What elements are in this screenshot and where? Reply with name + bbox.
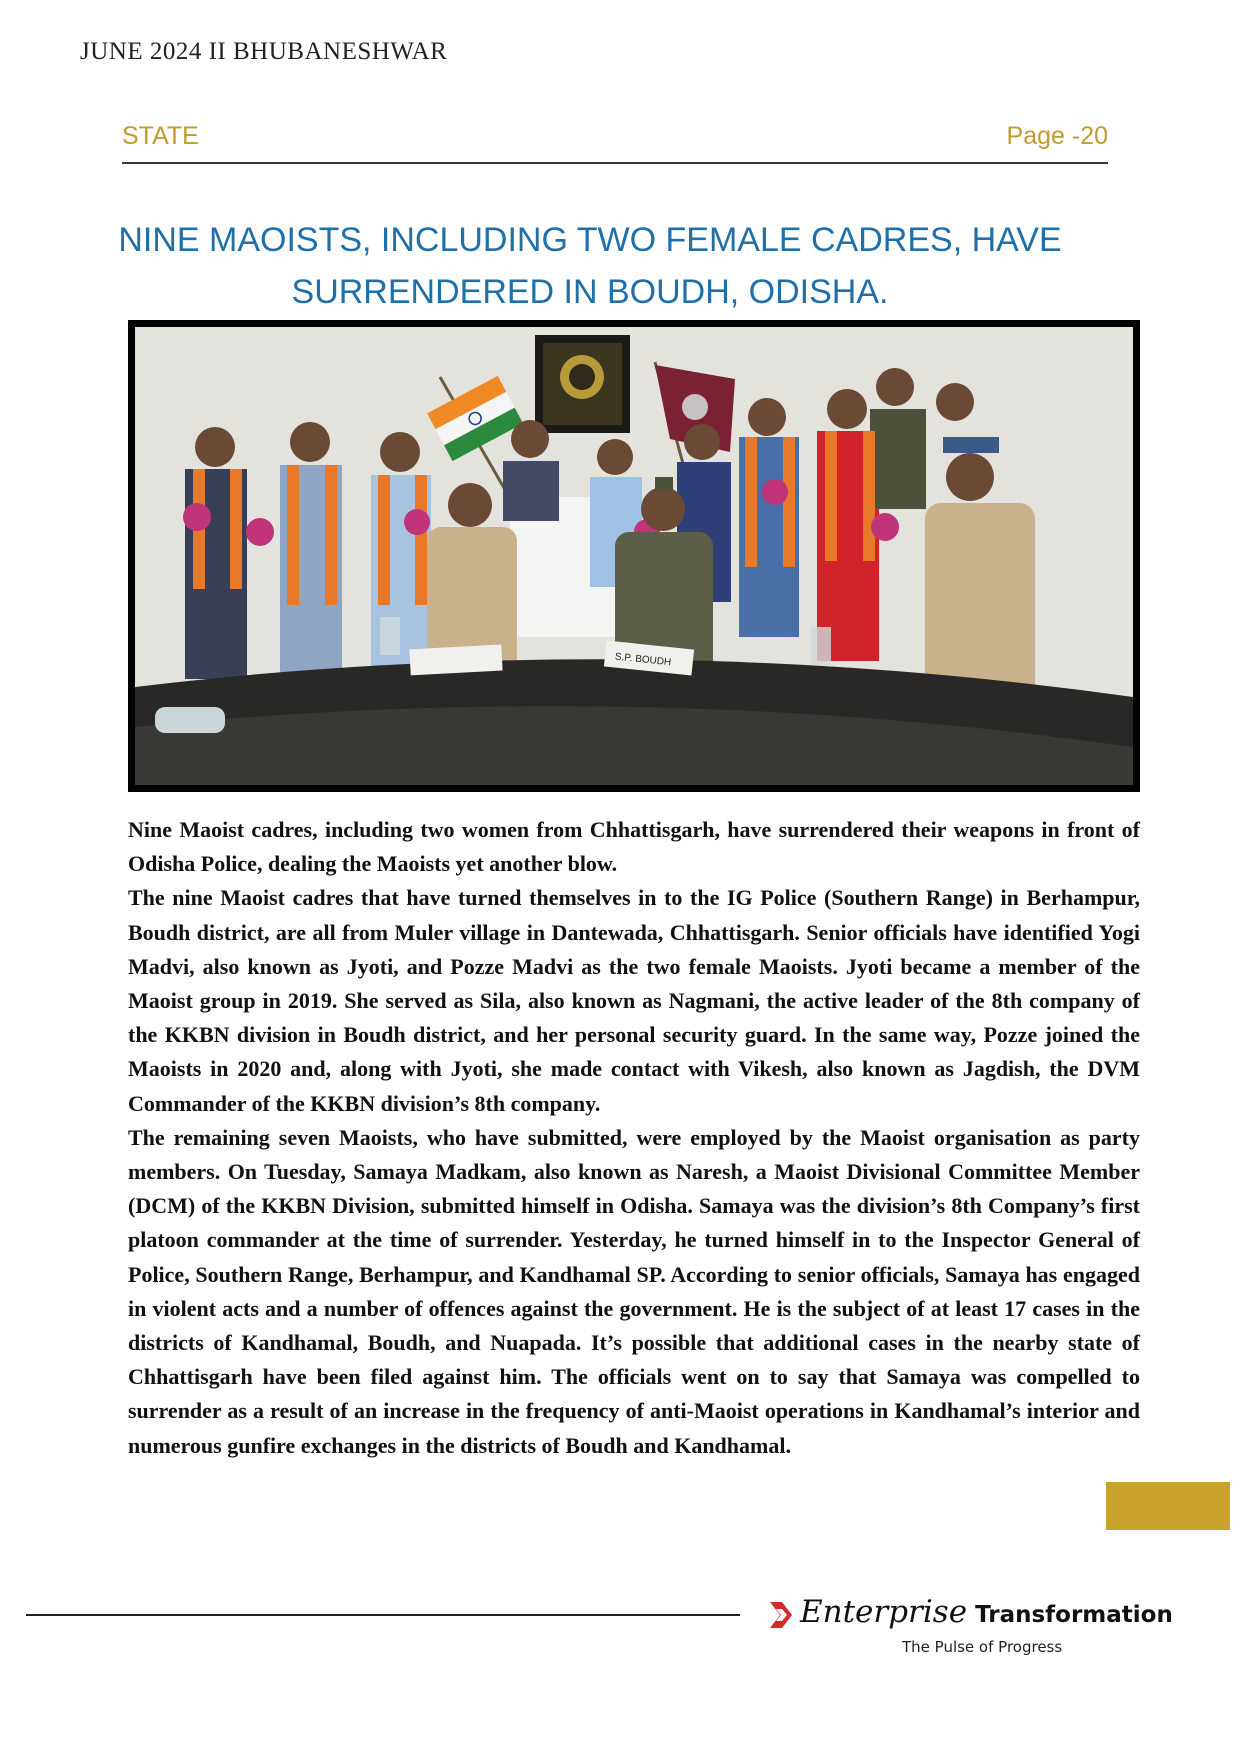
article-body — [128, 813, 1140, 1463]
article-headline — [90, 214, 1090, 318]
brand-name — [800, 1594, 1173, 1630]
dateline: JUNE 2024 II BHUBANESHWAR — [80, 38, 448, 65]
page-number: Page -20 — [1006, 122, 1108, 150]
brand-word-2: Transformation — [975, 1602, 1173, 1628]
article-paragraph: The nine Maoist cadres that have turned themselves in to the IG Police (Southern Range) in Berhampur, Boudh district, are all from Muler village in Dantewada, Chhattisgarh. Senior officials have identified Yogi Madvi, also known as Jyoti, and Pozze Madvi as the two female Maoists. Jyoti became a member of the Maoist group in 2019. She served as Sila, also known as Nagmani, the active leader of the 8th company of the KKBN division in Boudh district, and her personal security guard. In the same way, Pozze joined the Maoists in 2020 and, along with Jyoti, she made contact with Vikesh, also known as Jagdish, the DVM Commander of the KKBN division’s 8th company. — [128, 885, 1140, 1116]
surrender-photo — [135, 327, 1133, 785]
table-sign-right: S.P. BOUDH — [614, 651, 672, 669]
brand-tagline: The Pulse of Progress — [902, 1638, 1063, 1656]
headline-line-2: SURRENDERED IN BOUDH, ODISHA. — [291, 273, 889, 311]
photo-illustration — [135, 327, 1133, 785]
section-header — [122, 122, 1108, 164]
headline-line-1: NINE MAOISTS, INCLUDING TWO FEMALE CADRES, HAVE — [118, 221, 1062, 259]
decorative-gold-block — [1106, 1482, 1230, 1530]
footer-divider — [26, 1614, 740, 1616]
section-label: STATE — [122, 122, 199, 150]
photo-frame — [128, 320, 1140, 792]
article-paragraph: The remaining seven Maoists, who have submitted, were employed by the Maoist organisation as party members. On Tuesday, Samaya Madkam, also known as Naresh, a Maoist Divisional Committee Member (DCM) of the KKBN Division, submitted himself in Odisha. Samaya was the division’s 8th Company’s first platoon commander at the time of surrender. Yesterday, he turned himself in to the Inspector General of Police, Southern Range, Berhampur, and Kandhamal SP. According to senior officials, Samaya has engaged in violent acts and a number of offences against the government. He is the subject of at least 17 cases in the districts of Kandhamal, Boudh, and Nuapada. It’s possible that additional cases in the nearby state of Chhattisgarh have been filed against him. The officials went on to say that Samaya was compelled to surrender as a result of an increase in the frequency of anti-Maoist operations in Kandhamal’s interior and numerous gunfire exchanges in the districts of Boudh and Kandhamal. — [128, 1124, 1140, 1458]
brand-word-1: Enterprise — [800, 1594, 968, 1630]
brand-logo — [768, 1594, 1208, 1664]
arrow-chevron-logo-icon — [768, 1600, 796, 1630]
article-paragraph: Nine Maoist cadres, including two women from Chhattisgarh, have surrendered their weapons in front of Odisha Police, dealing the Maoists yet another blow. — [128, 817, 1140, 877]
